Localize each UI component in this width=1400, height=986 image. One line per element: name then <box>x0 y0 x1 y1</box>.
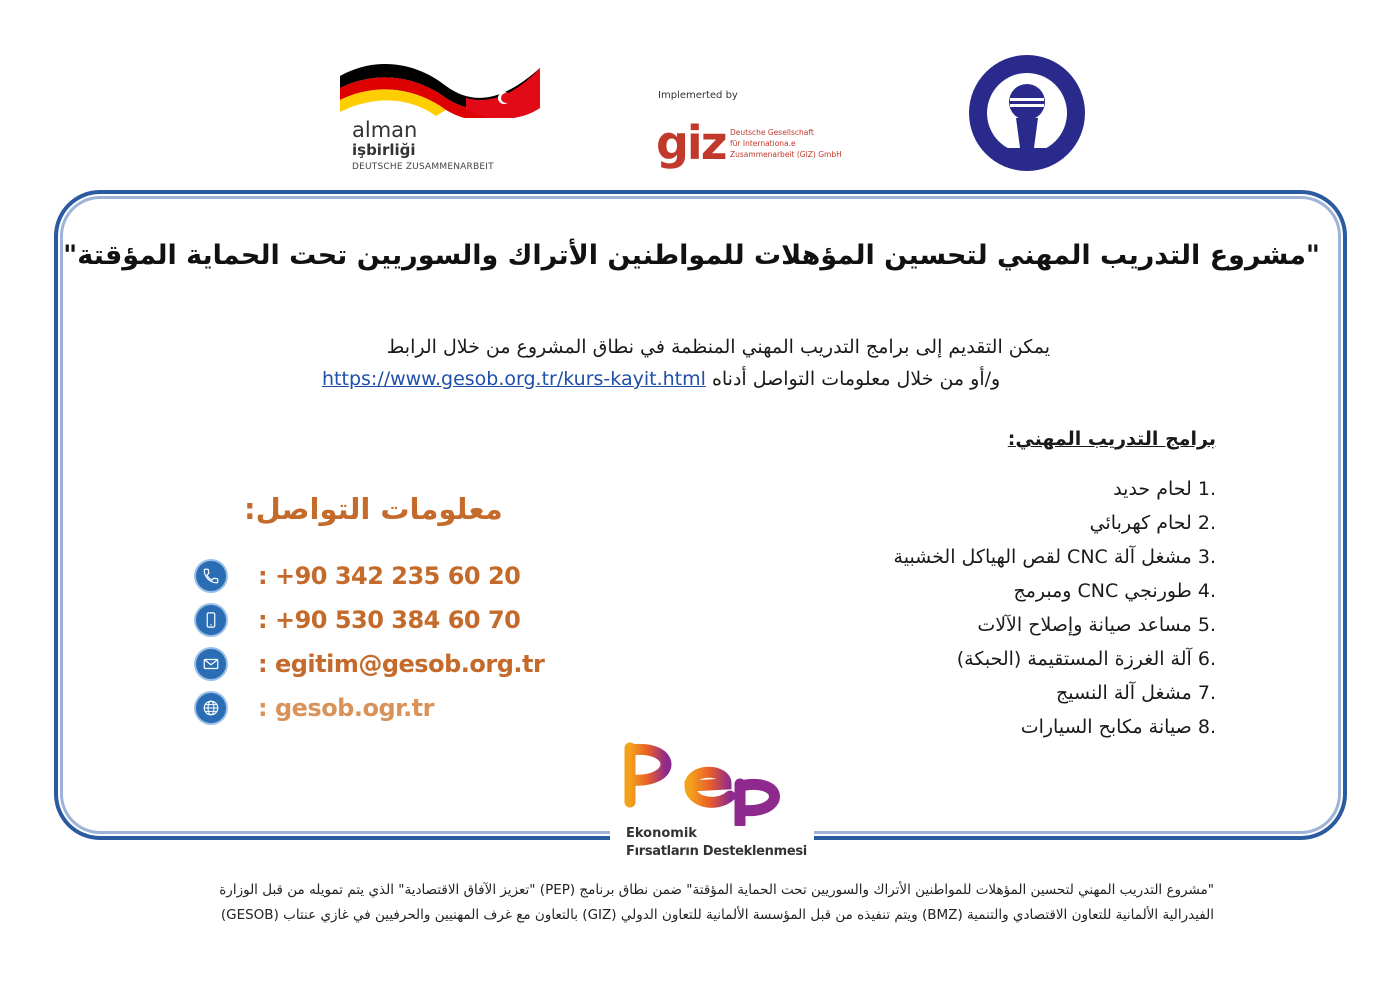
alman-logo-line1: alman <box>352 118 418 142</box>
flag-ribbon-icon <box>336 58 546 118</box>
list-item: .1 لحام حديد <box>1113 478 1216 500</box>
registration-link[interactable]: https://www.gesob.org.tr/kurs-kayit.html <box>322 368 706 390</box>
contact-email[interactable]: : egitim@gesob.org.tr <box>258 650 545 678</box>
contact-mobile-row <box>196 602 520 638</box>
footer-note <box>130 878 1214 928</box>
globe-icon <box>196 693 226 723</box>
pep-logo-line1: Ekonomik <box>626 826 697 841</box>
alman-logo-line2: işbirliği <box>352 141 416 159</box>
alman-isbirligi-logo <box>336 58 546 178</box>
list-item: .3 مشغل آلة CNC لقص الهياكل الخشبية <box>893 546 1216 568</box>
programs-list <box>894 472 1216 744</box>
contact-heading: معلومات التواصل: <box>244 492 503 526</box>
mobile-icon <box>196 605 226 635</box>
intro-line1: يمكن التقديم إلى برامج التدريب المهني المنظمة في نطاق المشروع من خلال الرابط <box>386 336 1050 358</box>
contact-web[interactable]: : gesob.ogr.tr <box>258 694 434 722</box>
list-item: .6 آلة الغرزة المستقيمة (الحبكة) <box>956 648 1216 670</box>
giz-logo <box>652 86 852 176</box>
phone-icon <box>196 561 226 591</box>
giz-wordmark: giz <box>656 116 726 170</box>
page-title: "مشروع التدريب المهني لتحسين المؤهلات للمواطنين الأتراك والسوريين تحت الحماية المؤقتة" <box>63 240 1320 271</box>
list-item: .4 طورنجي CNC ومبرمج <box>1013 580 1216 602</box>
list-item: .2 لحام كهربائي <box>1089 512 1216 534</box>
pep-logo-line2: Fırsatların Desteklenmesi <box>626 844 807 859</box>
contact-phone-row <box>196 558 520 594</box>
contact-email-row <box>196 646 544 682</box>
footer-line1: "مشروع التدريب المهني لتحسين المؤهلات للمواطنين الأتراك والسوريين تحت الحماية المؤقتة" ضمن نطاق برنامج (PEP) "تعزيز الآفاق الاقتصادية" الذي يتم تمويله من قبل الوزارة <box>219 882 1214 898</box>
list-item: .8 صيانة مكابح السيارات <box>1020 716 1216 738</box>
pep-logo <box>618 740 808 864</box>
pep-mark-icon <box>618 740 808 826</box>
alman-logo-line3: DEUTSCHE ZUSAMMENARBEIT <box>352 162 494 172</box>
giz-sub-line2: für Internationa.e <box>730 139 796 148</box>
contact-phone[interactable]: : +90 342 235 60 20 <box>258 562 521 590</box>
giz-sub-line3: Zusammenarbeit (GIZ) GmbH <box>730 150 842 159</box>
gesob-seal-logo <box>966 52 1088 174</box>
contact-mobile[interactable]: : +90 530 384 60 70 <box>258 606 521 634</box>
intro-line2-rest: و/أو من خلال معلومات التواصل أدناه <box>711 368 1001 390</box>
list-item: .5 مساعد صيانة وإصلاح الآلات <box>977 614 1216 636</box>
intro-line2 <box>322 368 1000 390</box>
email-icon <box>196 649 226 679</box>
giz-implemented-by: Implemerted by <box>658 90 738 101</box>
gesob-seal-icon <box>966 52 1088 174</box>
list-item: .7 مشغل آلة النسيج <box>1056 682 1216 704</box>
giz-sub-line1: Deutsche Gesellschaft <box>730 128 814 137</box>
programs-heading: برامج التدريب المهني: <box>1007 428 1216 450</box>
footer-line2: الفيدرالية الألمانية للتعاون الاقتصادي والتنمية (BMZ) ويتم تنفيذه من قبل المؤسسة الألمانية للتعاون الدولي (GIZ) بالتعاون مع غرف المهنيين والحرفيين في غازي عنتاب (GESOB) <box>220 907 1214 923</box>
contact-web-row <box>196 690 434 726</box>
